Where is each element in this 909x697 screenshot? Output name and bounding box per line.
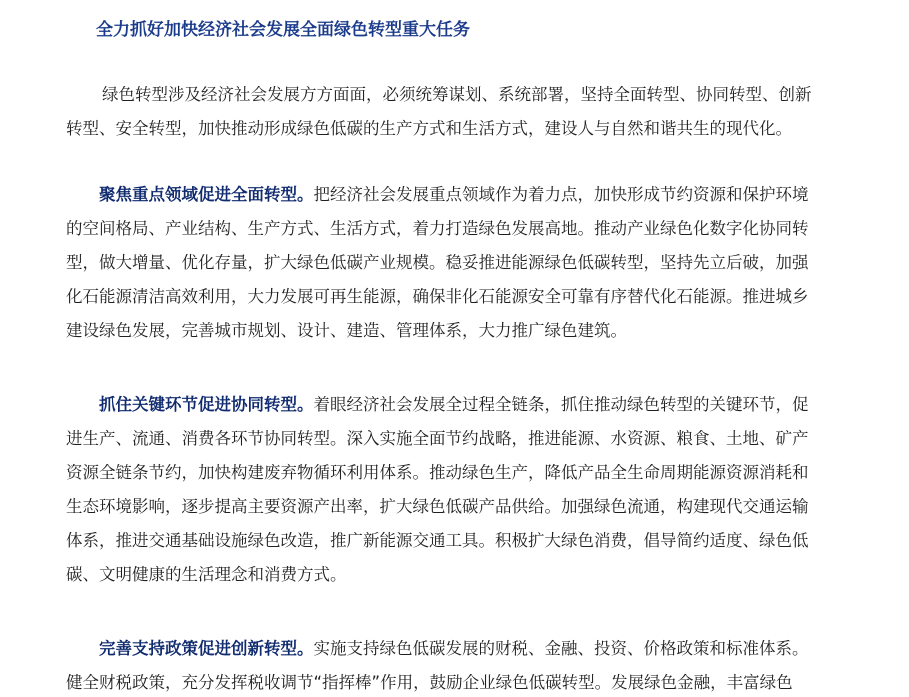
paragraph-first-line <box>66 632 886 666</box>
paragraph-line: 的空间格局、产业结构、生产方式、生活方式，着力打造绿色发展高地。推动产业绿色化数字化协同转 <box>66 219 809 238</box>
paragraph-key-areas <box>66 178 886 348</box>
paragraph-policy-support <box>66 632 886 697</box>
paragraph-line: 型，做大增量、优化存量，扩大绿色低碳产业规模。稳妥推进能源绿色低碳转型，坚持先立后破，加强 <box>66 253 809 272</box>
paragraph-first-line <box>66 178 886 212</box>
paragraph-lead-key-links: 抓住关键环节促进协同转型。 <box>99 395 314 414</box>
paragraph-line: 绿色转型涉及经济社会发展方方面面，必须统筹谋划、系统部署，坚持全面转型、协同转型、创新 <box>102 85 812 104</box>
paragraph-green-transformation-intro <box>66 78 886 146</box>
section-heading: 全力抓好加快经济社会发展全面绿色转型重大任务 <box>96 20 470 40</box>
paragraph-line: 资源全链条节约，加快构建废弃物循环利用体系。推动绿色生产，降低产品全生命周期能源资源消耗和 <box>66 463 809 482</box>
paragraph-text: 实施支持绿色低碳发展的财税、金融、投资、价格政策和标准体系。 <box>313 639 809 658</box>
paragraph-lead-policy-support: 完善支持政策促进创新转型。 <box>99 639 314 658</box>
paragraph-first-line <box>66 388 886 422</box>
paragraph-line: 建设绿色发展，完善城市规划、设计、建造、管理体系，大力推广绿色建筑。 <box>66 321 627 340</box>
paragraph-line: 生态环境影响，逐步提高主要资源产出率，扩大绿色低碳产品供给。加强绿色流通，构建现代交通运输 <box>66 497 809 516</box>
paragraph-text: 把经济社会发展重点领域作为着力点，加快形成节约资源和保护环境 <box>313 185 809 204</box>
paragraph-line: 化石能源清洁高效利用，大力发展可再生能源，确保非化石能源安全可靠有序替代化石能源。推进城乡 <box>66 287 809 306</box>
paragraph-line: 进生产、流通、消费各环节协同转型。深入实施全面节约战略，推进能源、水资源、粮食、土地、矿产 <box>66 429 809 448</box>
paragraph-line: 转型、安全转型，加快推动形成绿色低碳的生产方式和生活方式，建设人与自然和谐共生的现代化。 <box>66 119 792 138</box>
paragraph-line: 健全财税政策，充分发挥税收调节“指挥棒”作用，鼓励企业绿色低碳转型。发展绿色金融，丰富绿色 <box>66 673 793 692</box>
paragraph-lead-key-areas: 聚焦重点领域促进全面转型。 <box>99 185 314 204</box>
paragraph-line: 体系，推进交通基础设施绿色改造，推广新能源交通工具。积极扩大绿色消费，倡导简约适度、绿色低 <box>66 531 809 550</box>
paragraph-line: 碳、文明健康的生活理念和消费方式。 <box>66 565 347 584</box>
paragraph-key-links <box>66 388 886 592</box>
paragraph-text: 着眼经济社会发展全过程全链条，抓住推动绿色转型的关键环节，促 <box>313 395 809 414</box>
